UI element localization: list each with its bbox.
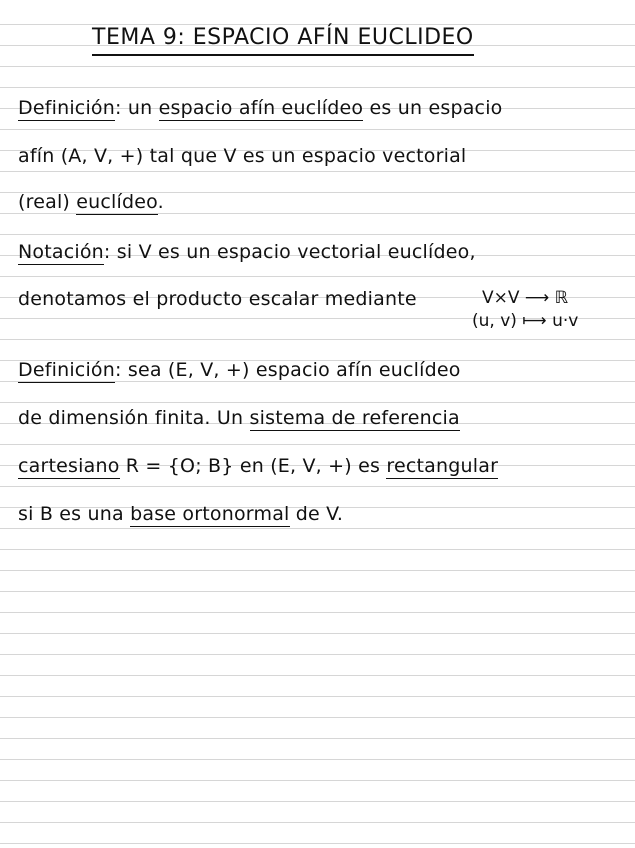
def2-term-sistema: sistema de referencia (249, 407, 460, 429)
notacion-line-1 (18, 240, 476, 264)
def2-line-1 (18, 358, 461, 382)
def2-line-3 (18, 454, 498, 478)
notacion-text-1: : si V es un espacio vectorial euclídeo, (103, 241, 476, 263)
mapping-bottom: (u, v) ⟼ u·v (472, 311, 579, 331)
notacion-line-2: denotamos el producto escalar mediante (18, 288, 417, 310)
mapping-top: V×V ⟶ ℝ (482, 288, 569, 308)
def1-text-3b: . (157, 191, 164, 213)
def1-term: espacio afín euclídeo (158, 97, 364, 119)
notacion-label: Notación (18, 241, 104, 263)
def2-text-4b: de V. (289, 503, 344, 525)
def2-term-cartesiano: cartesiano (18, 455, 120, 477)
def1-text-1a: : un (115, 97, 159, 119)
def2-line-4 (18, 502, 343, 526)
def1-text-3a: (real) (18, 191, 77, 213)
def1-line-1 (18, 96, 503, 120)
def2-term-rectangular: rectangular (386, 455, 499, 477)
def2-text-4a: si B es una (18, 503, 131, 525)
def1-label: Definición (18, 97, 115, 119)
def2-text-2a: de dimensión finita. Un (18, 407, 250, 429)
def2-text-3mid: R = {O; B} en (E, V, +) es (119, 455, 387, 477)
def2-text-1: : sea (E, V, +) espacio afín euclídeo (115, 359, 461, 381)
page-title: TEMA 9: ESPACIO AFÍN EUCLIDEO (92, 24, 474, 56)
def2-label: Definición (18, 359, 115, 381)
def1-term-euclideo: euclídeo (76, 191, 158, 213)
def1-text-1b: es un espacio (363, 97, 503, 119)
def1-line-3 (18, 190, 164, 214)
def2-term-base: base ortonormal (130, 503, 290, 525)
def2-line-2 (18, 406, 460, 430)
def1-line-2: afín (A, V, +) tal que V es un espacio vectorial (18, 145, 467, 167)
